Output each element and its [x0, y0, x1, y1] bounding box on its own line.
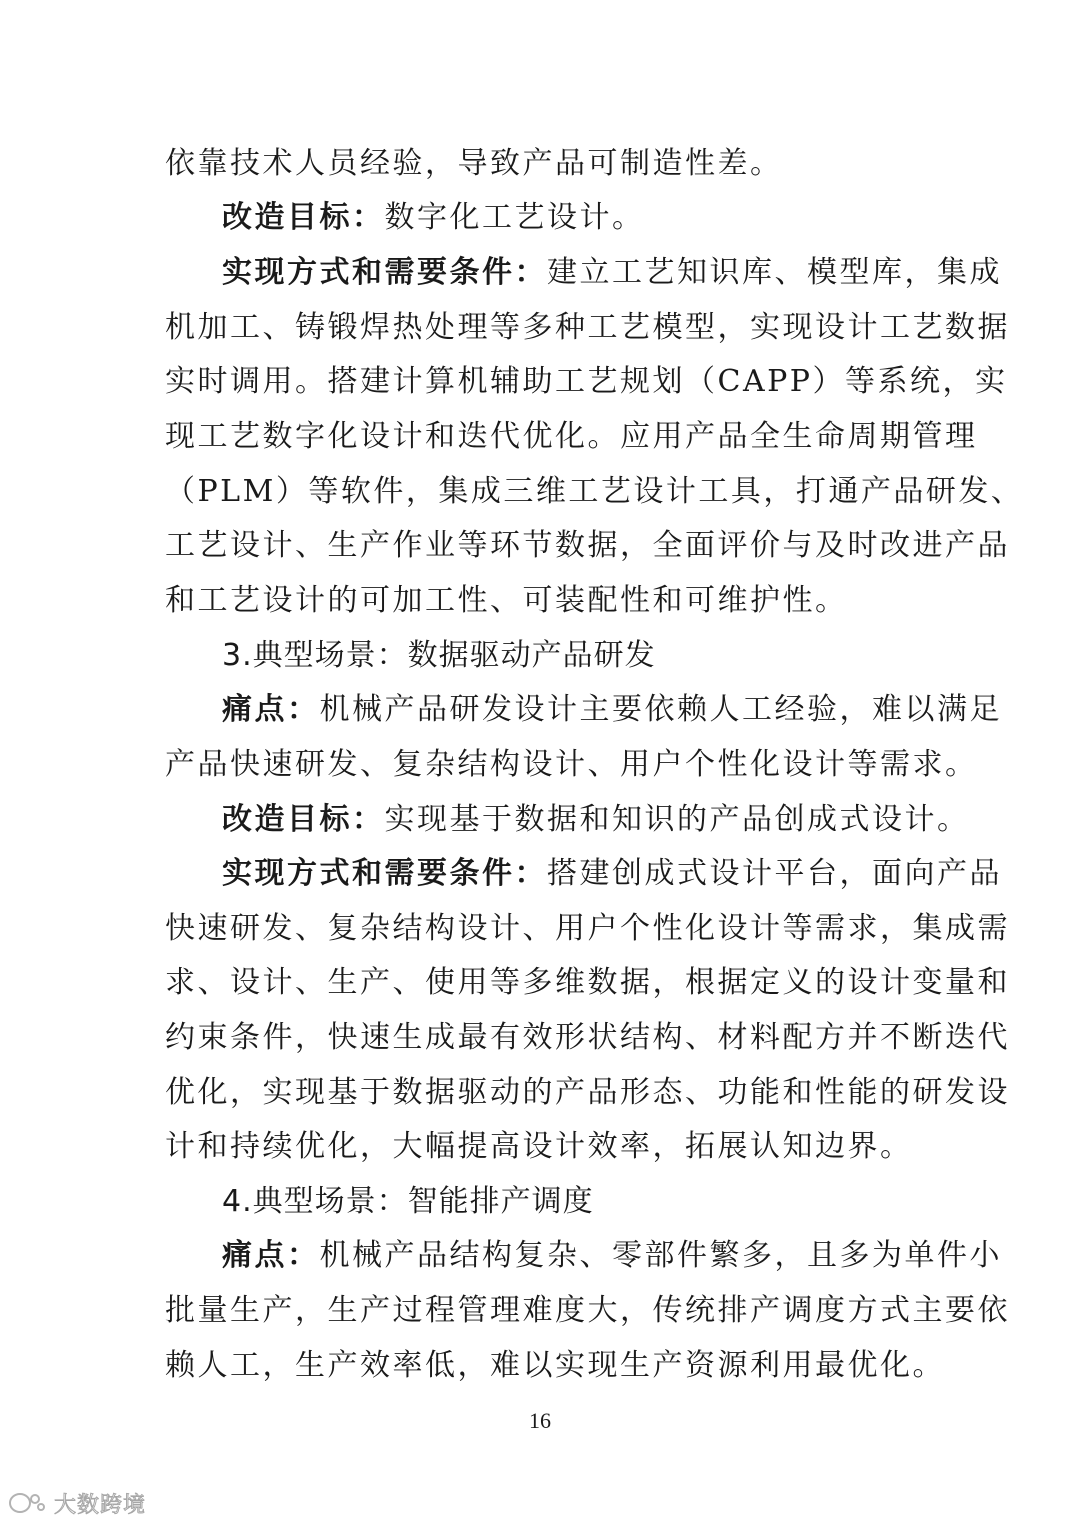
paragraph-line: 优化，实现基于数据驱动的产品形态、功能和性能的研发设	[165, 1075, 1010, 1110]
paragraph-line	[222, 690, 1002, 730]
watermark-logo-icon	[8, 1491, 48, 1515]
watermark	[8, 1488, 146, 1518]
paragraph-line: （PLM）等软件，集成三维工艺设计工具，打通产品研发、	[165, 474, 1024, 509]
paragraph-line	[222, 800, 982, 840]
paragraph-line	[222, 1236, 1002, 1276]
paragraph-line	[222, 253, 1002, 293]
section-label: 痛点：	[222, 692, 320, 727]
paragraph-line: 约束条件，快速生成最有效形状结构、材料配方并不断迭代	[165, 1020, 1010, 1055]
line-text: 建立工艺知识库、模型库，集成	[547, 255, 1002, 290]
paragraph-line: 和工艺设计的可加工性、可装配性和可维护性。	[165, 583, 848, 618]
section-label: 实现方式和需要条件：	[222, 856, 547, 891]
line-text: 机械产品研发设计主要依赖人工经验，难以满足	[319, 692, 1002, 727]
paragraph-line: 快速研发、复杂结构设计、用户个性化设计等需求，集成需	[165, 911, 1010, 946]
paragraph-line: 计和持续优化，大幅提高设计效率，拓展认知边界。	[165, 1129, 913, 1164]
watermark-text: 大数跨境	[54, 1492, 147, 1518]
section-heading: 4.典型场景：智能排产调度	[222, 1184, 594, 1219]
line-text: 实现基于数据和知识的产品创成式设计。	[384, 802, 970, 837]
paragraph-line: 批量生产，生产过程管理难度大，传统排产调度方式主要依	[165, 1293, 1010, 1328]
page-number: 16	[529, 1408, 551, 1433]
section-label: 痛点：	[222, 1238, 320, 1273]
line-text: 机械产品结构复杂、零部件繁多，且多为单件小	[319, 1238, 1002, 1273]
paragraph-line: 机加工、铸锻焊热处理等多种工艺模型，实现设计工艺数据	[165, 310, 1010, 345]
paragraph-line: 求、设计、生产、使用等多维数据，根据定义的设计变量和	[165, 965, 1010, 1000]
paragraph-line: 实时调用。搭建计算机辅助工艺规划（CAPP）等系统，实	[165, 364, 1008, 399]
paragraph-line: 赖人工，生产效率低，难以实现生产资源利用最优化。	[165, 1348, 945, 1383]
section-label: 改造目标：	[222, 802, 385, 837]
paragraph-line: 现工艺数字化设计和迭代优化。应用产品全生命周期管理	[165, 419, 978, 454]
paragraph-line: 工艺设计、生产作业等环节数据，全面评价与及时改进产品	[165, 528, 1010, 563]
paragraph-line: 依靠技术人员经验，导致产品可制造性差。	[165, 146, 783, 181]
line-text: 搭建创成式设计平台，面向产品	[547, 856, 1002, 891]
paragraph-line: 产品快速研发、复杂结构设计、用户个性化设计等需求。	[165, 747, 978, 782]
section-heading: 3.典型场景：数据驱动产品研发	[222, 638, 656, 673]
paragraph-line	[222, 854, 1002, 894]
section-label: 实现方式和需要条件：	[222, 255, 547, 290]
line-text: 数字化工艺设计。	[384, 200, 645, 235]
section-label: 改造目标：	[222, 200, 385, 235]
paragraph-line	[222, 198, 982, 238]
